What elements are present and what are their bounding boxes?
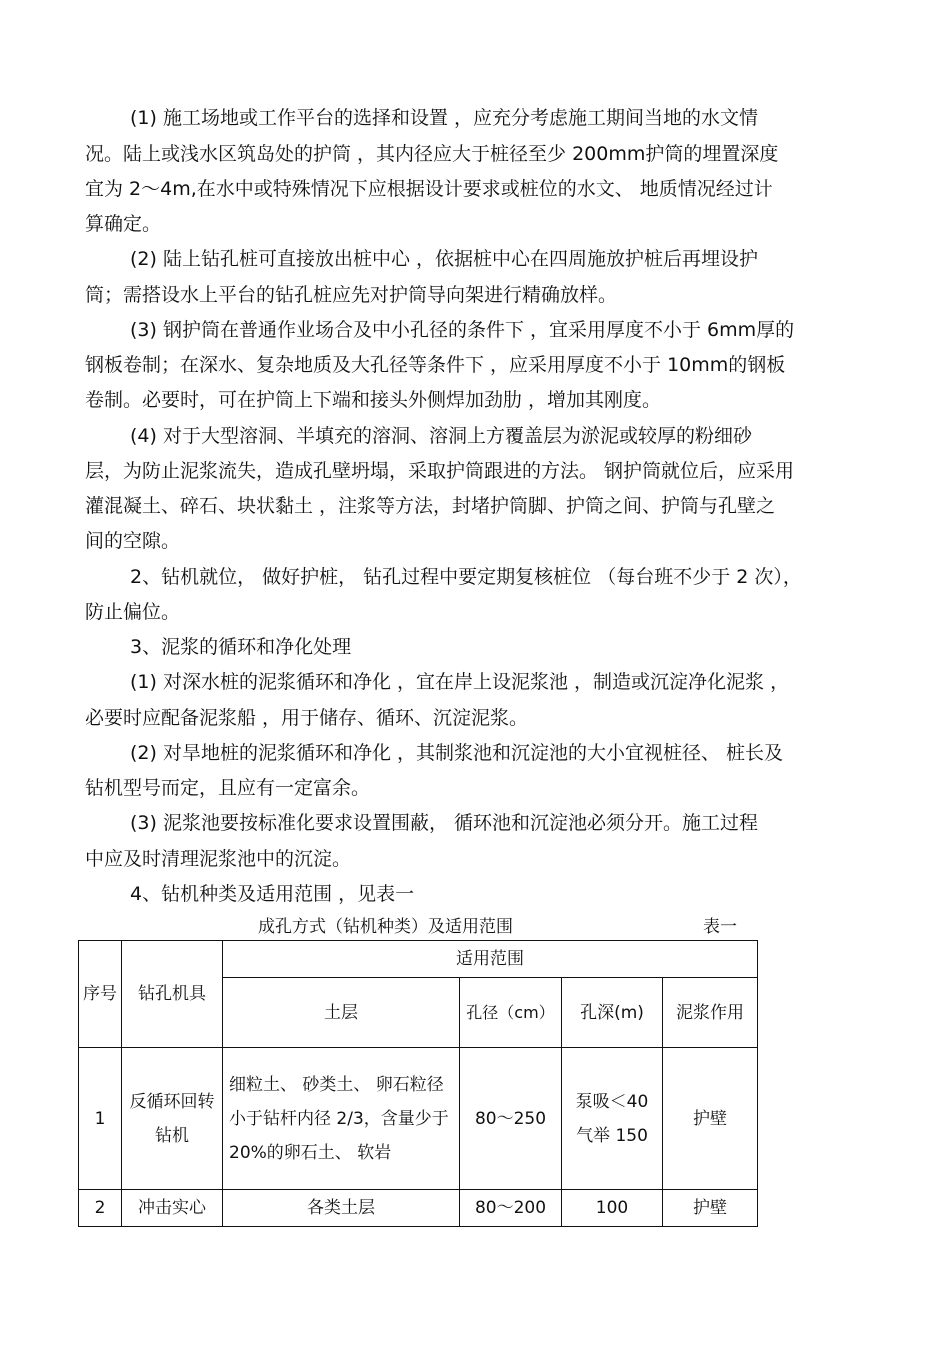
paragraph-line: 况。陆上或浅水区筑岛处的护筒 ，其内径应大于桩径至少 200mm护筒的埋置深度 <box>85 143 779 165</box>
paragraph-line: 算确定。 <box>85 213 162 235</box>
paragraph-line: (4) 对于大型溶洞、半填充的溶洞、溶洞上方覆盖层为淤泥或较厚的粉细砂 <box>130 425 752 447</box>
drilling-rig-table <box>78 940 758 1227</box>
cell-no: 2 <box>79 1190 122 1227</box>
paragraph-line: (3) 泥浆池要按标准化要求设置围蔽， 循环池和沉淀池必须分开。施工过程 <box>130 812 758 834</box>
header-soil: 土层 <box>223 978 460 1048</box>
table-row <box>79 1048 758 1190</box>
paragraph-line: 钢板卷制；在深水、复杂地质及大孔径等条件下 ，应采用厚度不小于 10mm的钢板 <box>85 354 786 376</box>
paragraph-line: 防止偏位。 <box>85 601 181 623</box>
depth-value: 泵吸＜40 <box>575 1091 649 1112</box>
paragraph-line: 钻机型号而定，且应有一定富余。 <box>85 777 371 799</box>
paragraph-line: 筒；需搭设水上平台的钻孔桩应先对护筒导向架进行精确放样。 <box>85 284 618 306</box>
cell-depth <box>562 1048 663 1190</box>
paragraph-line: 卷制。必要时，可在护筒上下端和接头外侧焊加劲肋 ，增加其刚度。 <box>85 389 662 411</box>
paragraph-line: 2、钻机就位， 做好护桩， 钻孔过程中要定期复核桩位 （每台班不少于 2 次）， <box>130 566 802 588</box>
paragraph-line: 3、泥浆的循环和净化处理 <box>130 636 352 658</box>
cell-no: 1 <box>79 1048 122 1190</box>
header-diameter: 孔径（cm） <box>460 978 562 1048</box>
paragraph-line: 4、钻机种类及适用范围 ，见表一 <box>130 883 415 905</box>
cell-mud-function: 护壁 <box>663 1048 758 1190</box>
paragraph-line: 灌混凝土、碎石、块状黏土 ，注浆等方法，封堵护筒脚、护筒之间、护筒与孔壁之 <box>85 495 776 517</box>
cell-soil: 各类土层 <box>223 1190 460 1227</box>
cell-mud-function: 护壁 <box>663 1190 758 1227</box>
table-row <box>79 1190 758 1227</box>
paragraph-line: (1) 对深水桩的泥浆循环和净化 ，宜在岸上设泥浆池 ，制造或沉淀净化泥浆 ， <box>130 671 790 693</box>
cell-diameter: 80～250 <box>460 1048 562 1190</box>
paragraph-line: 必要时应配备泥浆船 ，用于储存、循环、沉淀泥浆。 <box>85 707 529 729</box>
table-caption: 成孔方式（钻机种类）及适用范围 <box>258 917 513 937</box>
paragraph-line: 间的空隙。 <box>85 530 181 552</box>
cell-depth: 100 <box>562 1190 663 1227</box>
paragraph-line: (2) 陆上钻孔桩可直接放出桩中心 ，依据桩中心在四周施放护桩后再埋设护 <box>130 248 758 270</box>
cell-rig: 冲击实心 <box>122 1190 223 1227</box>
header-mud-function: 泥浆作用 <box>663 978 758 1048</box>
table-label: 表一 <box>703 917 737 937</box>
paragraph-line: 层，为防止泥浆流失，造成孔壁坍塌，采取护筒跟进的方法。 钢护筒就位后，应采用 <box>85 460 795 482</box>
paragraph-line: 中应及时清理泥浆池中的沉淀。 <box>85 848 352 870</box>
header-scope: 适用范围 <box>223 941 758 978</box>
header-depth: 孔深(m) <box>562 978 663 1048</box>
header-rig: 钻孔机具 <box>122 941 223 1048</box>
cell-rig: 反循环回转钻机 <box>122 1048 223 1190</box>
depth-value: 气举 150 <box>576 1125 648 1146</box>
paragraph-line: (1) 施工场地或工作平台的选择和设置 ，应充分考虑施工期间当地的水文情 <box>130 107 758 129</box>
header-no: 序号 <box>79 941 122 1048</box>
cell-diameter: 80～200 <box>460 1190 562 1227</box>
paragraph-line: (3) 钢护筒在普通作业场合及中小孔径的条件下 ，宜采用厚度不小于 6mm厚的 <box>130 319 795 341</box>
paragraph-line: (2) 对旱地桩的泥浆循环和净化 ，其制浆池和沉淀池的大小宜视桩径、 桩长及 <box>130 742 784 764</box>
cell-soil: 细粒土、 砂类土、 卵石粒径小于钻杆内径 2/3，含量少于 20%的卵石土、 软岩 <box>223 1048 460 1190</box>
paragraph-line: 宜为 2～4m,在水中或特殊情况下应根据设计要求或桩位的水文、 地质情况经过计 <box>85 178 773 200</box>
